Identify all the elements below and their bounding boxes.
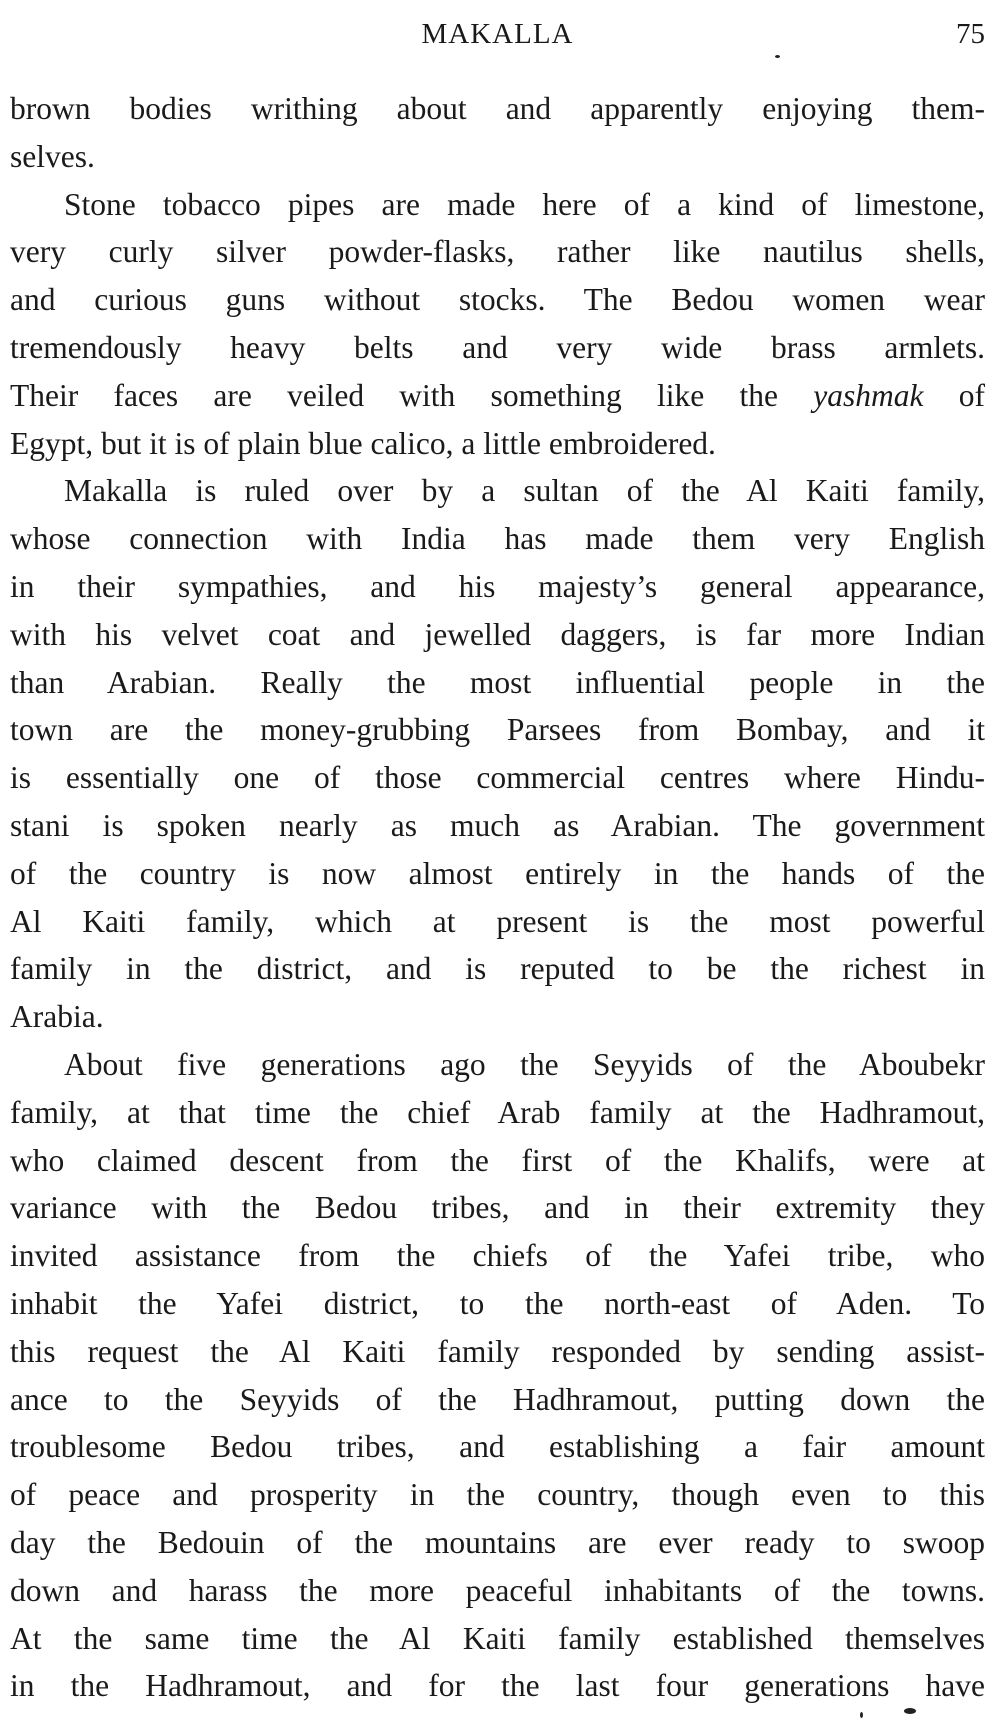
text-line: inhabit the Yafei district, to the north-east of Aden. To (10, 1285, 985, 1321)
text-line: Stone tobacco pipes are made here of a kind of limestone, (64, 186, 985, 222)
text-line: than Arabian. Really the most influential people in the (10, 664, 985, 700)
scan-speck (775, 55, 780, 58)
text-line: very curly silver powder-flasks, rather like nautilus shells, (10, 234, 985, 270)
text-line: At the same time the Al Kaiti family established themselves (10, 1620, 985, 1656)
text-line (10, 372, 985, 420)
italic-word: yashmak (813, 377, 924, 413)
scan-speck (904, 1708, 916, 1714)
text-line: whose connection with India has made them very English (10, 521, 985, 557)
text-line: ance to the Seyyids of the Hadhramout, putting down the (10, 1381, 985, 1417)
text-line: Makalla is ruled over by a sultan of the Al Kaiti family, (64, 473, 985, 509)
text-line: family in the district, and is reputed to be the richest in (10, 951, 985, 987)
scan-speck (860, 1712, 863, 1718)
text-line: this request the Al Kaiti family responded by sending assist- (10, 1333, 985, 1369)
text-line: Al Kaiti family, which at present is the most powerful (10, 903, 985, 939)
text-line: of the country is now almost entirely in the hands of the (10, 855, 985, 891)
page-number: 75 (956, 18, 985, 50)
text-line: Arabia. (10, 999, 104, 1035)
text-line: About five generations ago the Seyyids of the Aboubekr (64, 1046, 985, 1082)
text-line: variance with the Bedou tribes, and in their extremity they (10, 1190, 985, 1226)
text-line: in the Hadhramout, and for the last four generations have (10, 1668, 985, 1704)
running-title: MAKALLA (421, 18, 574, 50)
text-line: brown bodies writhing about and apparently enjoying them- (10, 91, 985, 126)
text-line: town are the money-grubbing Parsees from Bombay, and it (10, 712, 985, 748)
text-line: who claimed descent from the first of the Khalifs, were at (10, 1142, 985, 1178)
text-line: day the Bedouin of the mountains are ever ready to swoop (10, 1524, 985, 1560)
text-line: Egypt, but it is of plain blue calico, a little embroidered. (10, 425, 716, 461)
text-line: down and harass the more peaceful inhabitants of the towns. (10, 1572, 985, 1608)
text-line: selves. (10, 138, 95, 174)
text-line: is essentially one of those commercial centres where Hindu- (10, 760, 985, 796)
text-run: of (923, 377, 985, 413)
body-text (10, 85, 985, 1710)
text-line: stani is spoken nearly as much as Arabian. The government (10, 807, 985, 843)
text-line: and curious guns without stocks. The Bedou women wear (10, 282, 985, 318)
running-head (10, 18, 985, 58)
text-line: invited assistance from the chiefs of the Yafei tribe, who (10, 1238, 985, 1274)
text-line: family, at that time the chief Arab family at the Hadhramout, (10, 1094, 985, 1130)
text-line: of peace and prosperity in the country, though even to this (10, 1477, 985, 1513)
text-line: in their sympathies, and his majesty’s general appearance, (10, 568, 985, 604)
text-line: troublesome Bedou tribes, and establishing a fair amount (10, 1429, 985, 1465)
text-run: Their faces are veiled with something like the (10, 377, 814, 413)
text-line: with his velvet coat and jewelled daggers, is far more Indian (10, 616, 985, 652)
text-line: tremendously heavy belts and very wide brass armlets. (10, 329, 985, 365)
